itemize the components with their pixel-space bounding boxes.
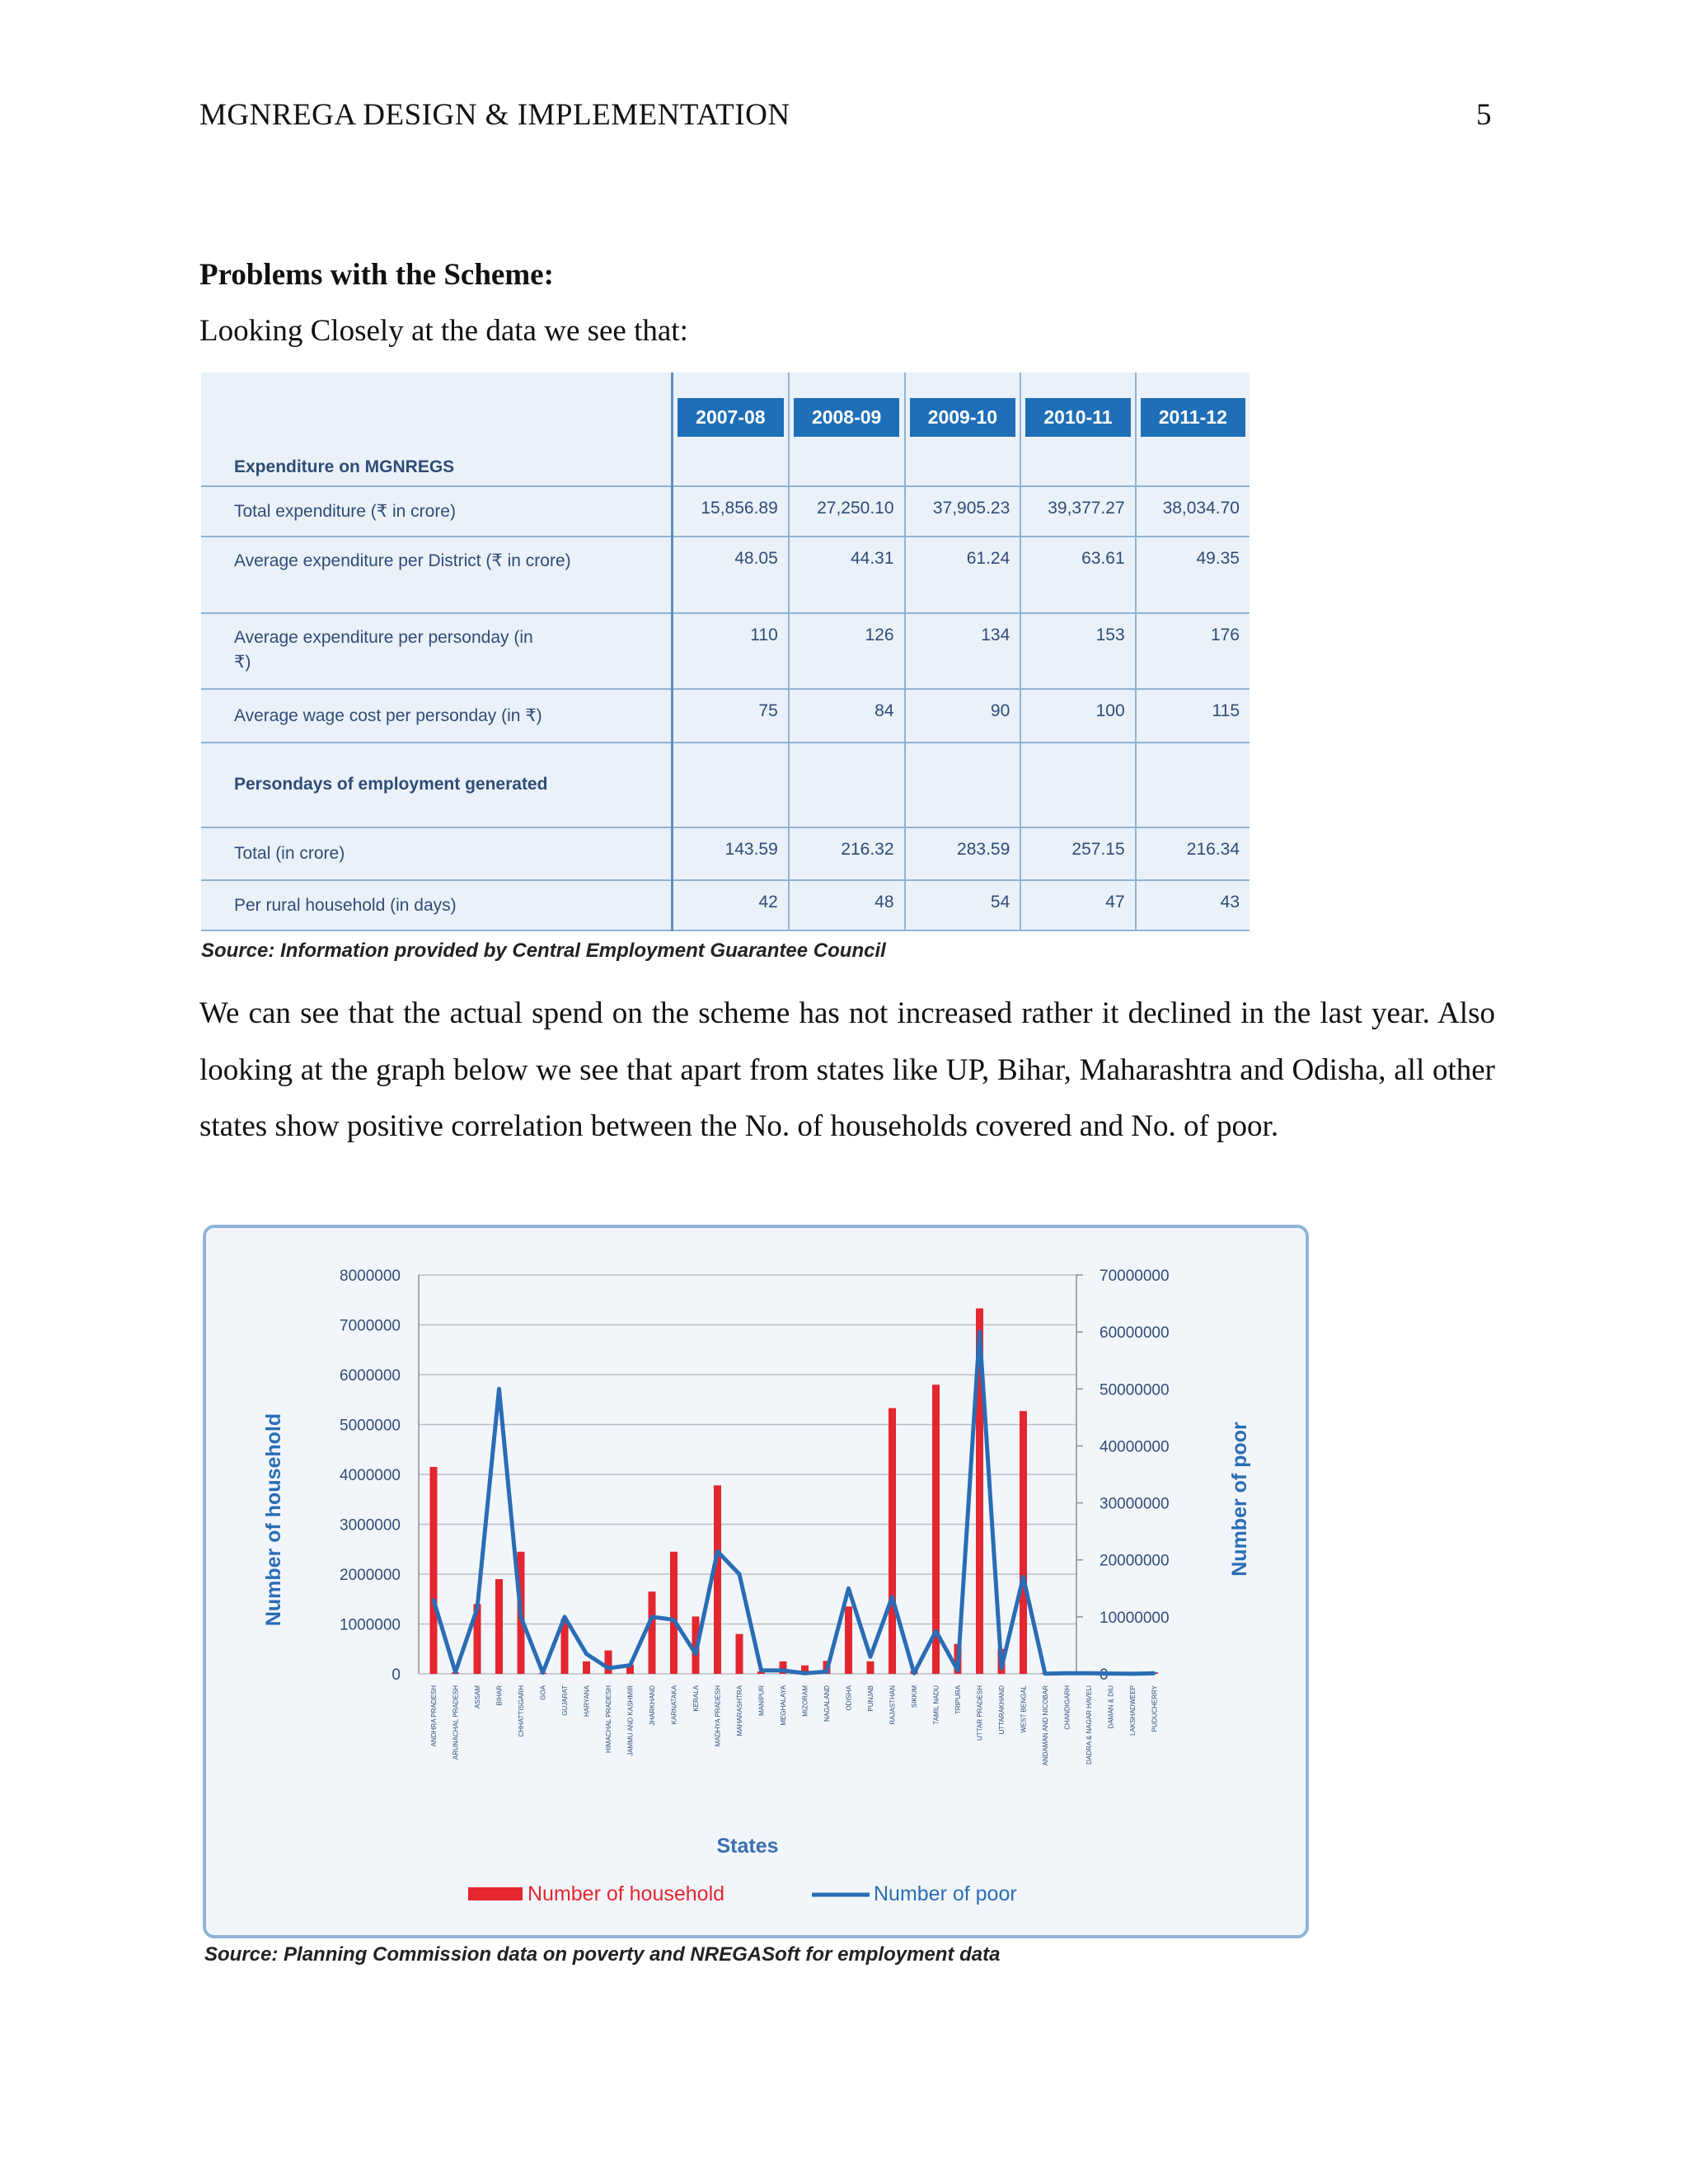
chart-svg bbox=[206, 1228, 1306, 1935]
chart-source: Source: Planning Commission data on poverty and NREGASoft for employment data bbox=[204, 1943, 1001, 1966]
household-bar bbox=[649, 1591, 656, 1674]
poor-point bbox=[694, 1652, 697, 1656]
y-tick-label: 6000000 bbox=[340, 1367, 401, 1385]
y-tick-label: 3000000 bbox=[340, 1516, 401, 1535]
poor-point bbox=[1131, 1672, 1134, 1675]
cell: 48.05 bbox=[673, 537, 789, 613]
row-label: Average wage cost per personday (in ₹) bbox=[201, 689, 673, 743]
poor-point bbox=[738, 1572, 741, 1576]
cell: 61.24 bbox=[905, 537, 1021, 613]
x-tick-label: ANDAMAN AND NICOBAR bbox=[1042, 1685, 1049, 1766]
year-header: 2010-11 bbox=[1025, 398, 1130, 437]
y-tick-label: 2000000 bbox=[340, 1567, 401, 1584]
legend-poor-label: Number of poor bbox=[874, 1882, 1017, 1905]
y-tick-label: 1000000 bbox=[340, 1616, 401, 1634]
y-tick-label: 5000000 bbox=[340, 1417, 401, 1435]
x-tick-label: NAGALAND bbox=[823, 1685, 831, 1722]
table-row bbox=[201, 486, 1250, 537]
x-tick-label: PUDUCHERRY bbox=[1151, 1685, 1159, 1732]
year-header: 2007-08 bbox=[678, 398, 783, 437]
x-tick-label: MANIPUR bbox=[757, 1685, 766, 1716]
x-tick-label: KARNATAKA bbox=[670, 1685, 678, 1725]
poor-point bbox=[1000, 1666, 1003, 1670]
cell: 49.35 bbox=[1136, 537, 1250, 613]
table-source: Source: Information provided by Central Employment Guarantee Council bbox=[201, 940, 886, 962]
legend-household-label: Number of household bbox=[528, 1882, 725, 1905]
poor-point bbox=[1109, 1672, 1113, 1675]
x-tick-label: JHARKHAND bbox=[649, 1685, 656, 1726]
poor-point bbox=[1022, 1575, 1025, 1578]
x-tick-label: SIKKIM bbox=[911, 1685, 918, 1708]
x-axis-title: States bbox=[716, 1835, 779, 1858]
poor-point bbox=[1087, 1671, 1090, 1675]
x-tick-label: KERALA bbox=[692, 1685, 700, 1712]
x-tick-label: PUNJAB bbox=[867, 1685, 874, 1712]
household-bar bbox=[845, 1606, 852, 1674]
x-tick-label: WEST BENGAL bbox=[1020, 1685, 1028, 1733]
cell: 90 bbox=[905, 689, 1021, 743]
y2-tick-label: 60000000 bbox=[1100, 1324, 1170, 1343]
household-bar bbox=[605, 1651, 612, 1674]
year-header: 2011-12 bbox=[1141, 398, 1245, 437]
y-tick-label: 7000000 bbox=[340, 1317, 401, 1335]
household-bar bbox=[1020, 1411, 1027, 1674]
cell: 115 bbox=[1136, 689, 1250, 743]
cell: 43 bbox=[1136, 880, 1250, 930]
row-label: Total (in crore) bbox=[201, 827, 673, 881]
cell: 257.15 bbox=[1020, 827, 1135, 881]
x-tick-label: MADHYA PRADESH bbox=[714, 1685, 722, 1747]
x-tick-label: DADRA & NAGAR HAVELI bbox=[1085, 1685, 1093, 1765]
poor-point bbox=[935, 1629, 938, 1633]
x-tick-label: ANDHRA PRADESH bbox=[430, 1685, 438, 1747]
x-tick-label: UTTARAKHAND bbox=[998, 1685, 1006, 1735]
household-bar bbox=[867, 1661, 874, 1674]
intro-text: Looking Closely at the data we see that: bbox=[199, 314, 688, 348]
household-bar bbox=[495, 1579, 503, 1674]
cell: 216.32 bbox=[789, 827, 905, 881]
x-tick-label: GUJARAT bbox=[561, 1685, 569, 1716]
body-paragraph: We can see that the actual spend on the scheme has not increased rather it declined in the last year. Also looking at the graph below we see that apart from states like UP, Bihar, Maharashtra and Odisha, all other states show positive correlation between the No. of households covered and No. of poor. bbox=[199, 996, 1495, 1143]
cell: 27,250.10 bbox=[789, 486, 905, 537]
cell: 75 bbox=[673, 689, 789, 743]
cell: 39,377.27 bbox=[1020, 486, 1135, 537]
y2-tick-label: 0 bbox=[1100, 1666, 1109, 1684]
cell: 126 bbox=[789, 613, 905, 690]
cell: 176 bbox=[1136, 613, 1250, 690]
x-tick-label: UTTAR PRADESH bbox=[976, 1685, 984, 1741]
cell: 110 bbox=[673, 613, 789, 690]
table-row bbox=[201, 537, 1250, 613]
cell: 48 bbox=[789, 880, 905, 930]
row-label: Average expenditure per personday (in ₹) bbox=[201, 613, 673, 690]
table-row bbox=[201, 880, 1250, 930]
x-tick-label: JAMMU AND KASHMIR bbox=[626, 1685, 635, 1756]
cell: 38,034.70 bbox=[1136, 486, 1250, 537]
cell: 44.31 bbox=[789, 537, 905, 613]
x-tick-label: TAMIL NADU bbox=[932, 1685, 940, 1725]
household-bar bbox=[736, 1634, 743, 1674]
cell: 47 bbox=[1020, 880, 1135, 930]
y2-tick-label: 30000000 bbox=[1100, 1495, 1170, 1513]
row-label: Total expenditure (₹ in crore) bbox=[201, 486, 673, 537]
x-tick-label: ODISHA bbox=[845, 1685, 853, 1711]
year-header: 2009-10 bbox=[910, 398, 1015, 437]
cell: 42 bbox=[673, 880, 789, 930]
household-bar bbox=[583, 1661, 590, 1674]
poor-line bbox=[434, 1332, 1155, 1674]
poor-point bbox=[519, 1615, 523, 1619]
x-tick-label: TRIPURA bbox=[954, 1685, 962, 1715]
poor-point bbox=[629, 1664, 632, 1667]
table-section-title: Expenditure on MGNREGS bbox=[201, 373, 673, 486]
y2-tick-label: 20000000 bbox=[1100, 1552, 1170, 1570]
x-tick-label: MIZORAM bbox=[801, 1685, 809, 1717]
poor-point bbox=[454, 1671, 457, 1674]
y2-tick-label: 70000000 bbox=[1100, 1268, 1170, 1285]
poor-point bbox=[1043, 1672, 1047, 1675]
poor-point bbox=[1153, 1671, 1156, 1675]
x-tick-label: DAMAN & DIU bbox=[1107, 1685, 1115, 1729]
y-tick-label: 4000000 bbox=[340, 1467, 401, 1484]
poor-point bbox=[542, 1671, 545, 1675]
household-bar bbox=[889, 1408, 896, 1674]
x-tick-label: LAKSHADWEEP bbox=[1129, 1685, 1137, 1736]
x-tick-label: CHHATTISGARH bbox=[518, 1685, 525, 1737]
poor-point bbox=[476, 1606, 479, 1610]
row-label: Per rural household (in days) bbox=[201, 880, 673, 930]
x-tick-label: CHANDIGARH bbox=[1063, 1685, 1071, 1730]
poor-point bbox=[912, 1671, 916, 1675]
poor-point bbox=[585, 1652, 588, 1656]
poor-point bbox=[891, 1596, 894, 1599]
x-tick-label: MEGHALAYA bbox=[780, 1685, 787, 1726]
x-tick-label: MAHARASHTRA bbox=[736, 1685, 743, 1736]
households-vs-poor-chart bbox=[203, 1225, 1309, 1938]
x-tick-label: RAJASTHAN bbox=[889, 1685, 897, 1725]
y2-tick-label: 10000000 bbox=[1100, 1609, 1170, 1627]
table-section-title: Persondays of employment generated bbox=[201, 743, 673, 827]
table-row bbox=[201, 613, 1250, 690]
cell: 15,856.89 bbox=[673, 486, 789, 537]
household-bar bbox=[430, 1467, 438, 1674]
poor-point bbox=[673, 1618, 676, 1621]
y2-tick-label: 40000000 bbox=[1100, 1438, 1170, 1456]
poor-point bbox=[607, 1666, 610, 1670]
running-header: MGNREGA DESIGN & IMPLEMENTATION bbox=[199, 98, 790, 132]
poor-point bbox=[956, 1669, 959, 1672]
poor-point bbox=[825, 1670, 828, 1673]
y-axis-title: Number of household bbox=[262, 1413, 285, 1627]
cell: 37,905.23 bbox=[905, 486, 1021, 537]
poor-point bbox=[847, 1586, 851, 1590]
x-tick-label: HARYANA bbox=[583, 1685, 591, 1717]
household-bar bbox=[670, 1552, 678, 1674]
cell: 84 bbox=[789, 689, 905, 743]
row-label: Average expenditure per District (₹ in crore) bbox=[201, 537, 673, 613]
table-row bbox=[201, 689, 1250, 743]
x-tick-label: GOA bbox=[539, 1685, 547, 1700]
y2-axis-title: Number of poor bbox=[1228, 1422, 1251, 1577]
poor-point bbox=[804, 1671, 807, 1675]
poor-point bbox=[432, 1598, 435, 1601]
x-tick-label: ARUNACHAL PRADESH bbox=[452, 1685, 460, 1760]
y-tick-label: 0 bbox=[392, 1666, 401, 1684]
cell: 143.59 bbox=[673, 827, 789, 881]
cell: 134 bbox=[905, 613, 1021, 690]
poor-point bbox=[781, 1669, 785, 1672]
y-tick-label: 8000000 bbox=[340, 1268, 401, 1285]
cell: 100 bbox=[1020, 689, 1135, 743]
x-tick-label: BIHAR bbox=[495, 1685, 504, 1706]
cell: 63.61 bbox=[1020, 537, 1135, 613]
cell: 54 bbox=[905, 880, 1021, 930]
poor-point bbox=[760, 1669, 763, 1672]
legend-household-swatch bbox=[468, 1887, 523, 1900]
expenditure-table bbox=[201, 373, 1250, 931]
y2-tick-label: 50000000 bbox=[1100, 1381, 1170, 1399]
x-tick-label: ASSAM bbox=[474, 1685, 481, 1709]
poor-point bbox=[716, 1549, 720, 1553]
page-number: 5 bbox=[1476, 98, 1492, 132]
x-tick-label: HIMACHAL PRADESH bbox=[605, 1685, 612, 1753]
cell: 216.34 bbox=[1136, 827, 1250, 881]
household-bar bbox=[714, 1485, 721, 1674]
year-header: 2008-09 bbox=[794, 398, 899, 437]
section-heading: Problems with the Scheme: bbox=[199, 258, 554, 292]
table-row bbox=[201, 827, 1250, 881]
poor-point bbox=[498, 1387, 501, 1390]
cell: 283.59 bbox=[905, 827, 1021, 881]
poor-point bbox=[869, 1655, 872, 1658]
cell: 153 bbox=[1020, 613, 1135, 690]
poor-point bbox=[650, 1615, 654, 1619]
poor-point bbox=[1066, 1671, 1069, 1675]
poor-point bbox=[563, 1615, 566, 1619]
poor-point bbox=[978, 1330, 982, 1333]
